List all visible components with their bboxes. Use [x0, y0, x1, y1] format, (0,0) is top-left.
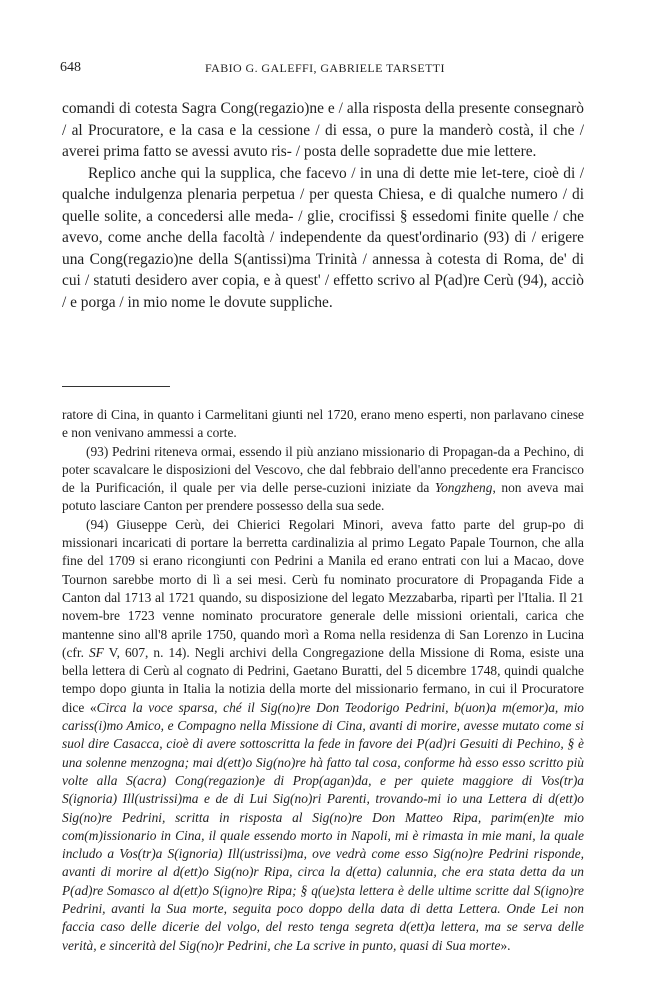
footnote-94-text-a: (94) Giuseppe Cerù, dei Chierici Regolari Minori, aveva fatto parte del grup-po di missionari incaricati di portare la berretta cardinalizia al primo Legato Papale Tournon, che alla fine del 1709 si erano ricongiunti con Pedrini a Manila ed erano entrati con lui a Macao, dove Tournon sarebbe morto di lì a sei mesi. Cerù fu nominato procuratore di Propaganda Fide a Canton dal 1713 al 1721 quando, su disposizione del legato Mezzabarba, ripartì per l'Italia. Il 21 novem-bre 1723 venne nominato procuratore generale delle missioni orientali, carica che mantenne sino all'8 aprile 1750, quando morì a Roma nella residenza di San Lorenzo in Lucina (cfr.	[62, 516, 584, 660]
footnote-93-text-a: (93) Pedrini riteneva ormai, essendo il più anziano missionario di Propagan-da a Pechino, di poter scavalcare le disposizioni del Vescovo, che dal febbraio dell'anno precedente era Francisco de la Purificación, il quale per via delle perse-cuzioni iniziate da	[62, 443, 584, 496]
footnotes	[62, 406, 584, 955]
footnote-94	[62, 516, 584, 955]
main-paragraph-1: comandi di cotesta Sagra Cong(regazio)ne e / alla risposta della presente consegnarò / al Procuratore, e la casa e la cessione / di essa, o pure la manderò costà, il che / averei prima fatto se avessi avuto ris- / posta delle sopradette due mie lettere.	[62, 100, 584, 160]
footnote-93-italic: Yongzheng	[434, 480, 493, 496]
footnote-continuation: ratore di Cina, in quanto i Carmelitani giunti nel 1720, erano meno esperti, non parlavano cinese e non venivano ammessi a corte.	[62, 407, 584, 441]
footnote-94-text-b: V, 607, n. 14). Negli archivi della Congregazione della Missione di Roma, esiste una bella lettera di Cerù al cognato di Pedrini, Gaetano Buratti, del 5 dicembre 1748, quindi qualche tempo dopo giunta in Italia la notizia della morte del missionario fermano, in cui il Procuratore dice «	[62, 644, 584, 715]
footnote-94-quotation: Circa la voce sparsa, ché il Sig(no)re Don Teodorigo Pedrini, b(uon)a m(emor)a, mio cariss(i)mo Amico, e Compagno nella Missione di Cina, avanti di morire, avesse mutato come si suol dire Casacca, cioè di avere sottoscritta la fede in favore dei P(ad)ri Gesuiti di Pechino, § è una solenne menzogna; mai d(ett)o Sig(no)re hà fatto tal cosa, conforme hà esso esso scritto più volte alla S(acra) Cong(regazion)e di Prop(agan)da, e per quiete maggiore di Vos(tr)a S(ignoria) Ill(ustrissi)ma e de di Lui Sig(no)ri Parenti, trovando-mi io una Lettera di d(ett)o Sig(no)re Pedrini, scritta in risposta al Sig(no)re Don Matteo Ripa, parim(en)te mio com(m)issionario in Cina, il quale essendo morto in Napoli, mi è rimasta in mie mani, la quale includo a Vos(tr)a S(ignoria) Ill(ustrissi)ma, ove vedrà come esso Sig(no)re Pedrini risponde, avanti di morire al d(ett)o Sig(no)r Ripa, circa la d(etta) calunnia, che era stata detta da un P(ad)re Somasco al d(ett)o S(igno)re Ripa; § q(ue)sta lettera è delle ultime scritte dal S(igno)re Pedrini, avanti la Sua morte, seguita poco doppo della data di detta Lettera. Onde Lei non faccia caso delle dicerie del volgo, del resto tenga segreta d(ett)a lettera, ma se serva delle verità, e sincerità del Sig(no)r Pedrini, che La scrive in punto, quasi di Sua morte	[62, 699, 584, 953]
footnote-94-abbrev: SF	[88, 644, 104, 660]
footnote-93	[62, 443, 584, 516]
main-paragraph-2: Replico anche qui la supplica, che facevo / in una di dette mie let-tere, cioè di / qualche indulgenza plenaria perpetua / per questa Chiesa, e di qualche numero / di quelle solite, a concedersi alle meda- / glie, crocifissi § essedomi finite quelle / che avevo, come anche della facoltà / independente da quest'ordinario (93) di / erigere una Cong(regazio)ne della S(antissi)ma Trinità / annessa à cotesta di Roma, de' di cui / statuti desidero aver copia, e à quest' / effetto scrivo al P(ad)re Cerù (94), acciò / e porga / in mio nome le dovute suppliche.	[62, 164, 584, 311]
page-header	[60, 60, 585, 80]
footnote-94-end: ».	[500, 937, 511, 953]
running-head: FABIO G. GALEFFI, GABRIELE TARSETTI	[205, 61, 445, 75]
page-number: 648	[60, 60, 81, 75]
main-text	[62, 98, 584, 313]
footnote-separator	[62, 386, 170, 387]
footnote-93-text-b: , non aveva mai potuto lasciare Canton per prendere possesso della sua sede.	[62, 480, 584, 514]
